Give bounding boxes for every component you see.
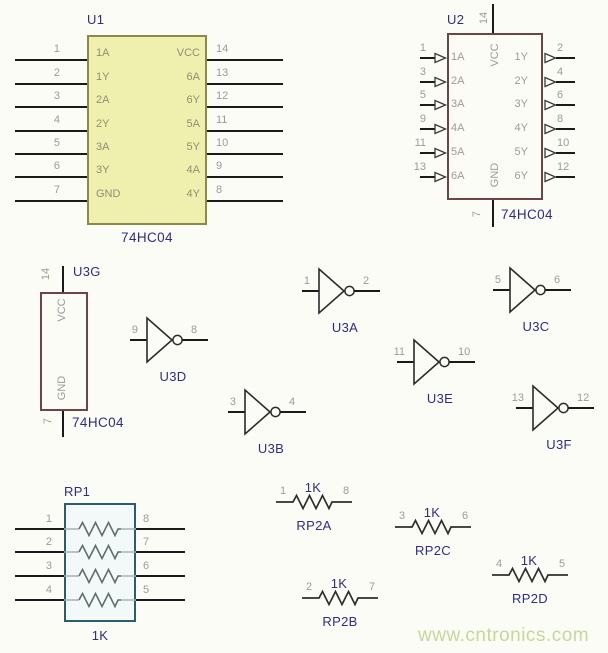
gate-designator: U3E [426, 391, 454, 406]
rp2-right-pin-number: 5 [558, 558, 566, 570]
u2-pin-name: 2A [451, 75, 465, 87]
rp2-value: 1K [330, 576, 348, 591]
rp1-designator: RP1 [64, 484, 91, 499]
arrow-triangle [545, 78, 556, 87]
rp1-pin-number: 5 [143, 584, 150, 596]
u2-pin-name: 5Y [514, 146, 528, 158]
u2-pin-number: 8 [557, 113, 564, 125]
u1-pin-wire [207, 59, 283, 61]
u2-pin-number: 9 [419, 113, 426, 125]
u1-pin-wire [15, 130, 87, 132]
inverter-gate-symbol [302, 265, 386, 317]
u2-pin-name: 1A [451, 51, 465, 63]
rp1-pin-number: 7 [143, 536, 150, 548]
u2-pin-wire [556, 176, 575, 178]
rp1-pin-number: 1 [45, 513, 52, 525]
rp2-left-pin-number: 1 [279, 485, 287, 497]
u3g-vcc-label: VCC [56, 298, 68, 322]
rp1-value: 1K [91, 628, 109, 643]
gate-bubble [271, 407, 280, 416]
u1-pin-wire [207, 106, 283, 108]
gate-triangle [414, 340, 439, 384]
u1-pin-number: 1 [53, 43, 60, 55]
gate-triangle [147, 318, 172, 362]
u1-designator: U1 [87, 12, 105, 27]
gate-triangle [510, 268, 535, 312]
u2-pin-name: 6A [451, 170, 465, 182]
resistor-zigzag [79, 523, 121, 536]
gate-input-pin-number: 9 [131, 324, 138, 336]
gate-designator: U3F [546, 437, 572, 452]
arrow-triangle [435, 125, 446, 134]
u1-pin-wire [15, 106, 87, 108]
u2-pin-name: 5A [451, 146, 465, 158]
u1-pin-number: 4 [53, 114, 60, 126]
u2-pin-name: 4A [451, 122, 465, 134]
arrow-triangle [545, 54, 556, 63]
rp1-resistor-symbol [64, 520, 136, 538]
gate-bubble [173, 335, 182, 344]
u2-designator: U2 [447, 12, 465, 27]
u2-pin-number: 1 [419, 42, 426, 54]
rp1-pin-number: 2 [45, 536, 52, 548]
arrow-triangle [545, 149, 556, 158]
u1-pin-number: 13 [216, 67, 229, 79]
u1-pin-number: 8 [216, 184, 223, 196]
u2-pin-number: 3 [419, 66, 426, 78]
rp2-designator: RP2D [512, 591, 548, 606]
u2-vcc-label: VCC [489, 43, 501, 67]
arrow-triangle [545, 173, 556, 182]
u3g-vcc-pin-number: 14 [40, 267, 52, 281]
gate-output-pin-number: 4 [289, 396, 296, 408]
u1-pin-wire [207, 130, 283, 132]
gate-bubble [345, 286, 354, 295]
rp1-pin-number: 8 [143, 513, 150, 525]
u2-pin-wire [556, 152, 575, 154]
rp2-left-pin-number: 3 [398, 510, 406, 522]
rp1-pin-wire [136, 551, 185, 553]
u2-pin-number: 5 [419, 89, 426, 101]
gate-input-pin-number: 3 [229, 396, 236, 408]
gate-input-pin-number: 1 [303, 275, 310, 287]
u1-pin-wire [207, 176, 283, 178]
inverter-gate-symbol [130, 314, 214, 366]
u3g-designator: U3G [73, 264, 101, 279]
u1-pin-number: 6 [53, 160, 60, 172]
u3g-gnd-pin-wire [62, 411, 64, 437]
u1-pin-number: 11 [216, 114, 228, 126]
u1-pin-name: 4A [186, 164, 200, 176]
u1-pin-number: 10 [216, 137, 229, 149]
u1-pin-wire [15, 176, 87, 178]
arrow-triangle [435, 173, 446, 182]
u2-gnd-pin-number: 7 [471, 210, 483, 218]
u1-pin-wire [207, 83, 283, 85]
rp1-pin-wire [136, 528, 185, 530]
gate-output-pin-number: 10 [458, 346, 471, 358]
u3g-part-number: 74HC04 [72, 415, 124, 430]
u1-pin-name: GND [96, 188, 121, 200]
inverter-gate-symbol [493, 264, 577, 316]
u3g-gnd-label: GND [56, 375, 68, 401]
inverter-arrow-icon [434, 171, 447, 183]
rp2-value: 1K [520, 553, 538, 568]
rp2-designator: RP2B [322, 614, 358, 629]
u2-pin-number: 10 [557, 137, 570, 149]
gate-bubble [536, 285, 545, 294]
rp2-left-pin-number: 4 [495, 558, 503, 570]
u1-pin-wire [15, 83, 87, 85]
resistor-zigzag [79, 594, 121, 607]
gate-triangle [245, 390, 270, 434]
gate-designator: U3A [331, 320, 359, 335]
u1-pin-number: 9 [216, 160, 223, 172]
u1-pin-name: 2A [96, 94, 110, 106]
arrow-triangle [435, 149, 446, 158]
u2-pin-name: 4Y [514, 122, 528, 134]
resistor-zigzag [79, 546, 121, 559]
u1-pin-number: 2 [53, 67, 60, 79]
u2-pin-number: 6 [557, 89, 564, 101]
u1-pin-wire [15, 153, 87, 155]
rp1-pin-wire [136, 599, 185, 601]
gate-input-pin-number: 13 [511, 392, 524, 404]
u1-pin-name: 4Y [186, 188, 200, 200]
gate-input-pin-number: 5 [494, 274, 501, 286]
rp1-pin-wire [15, 599, 64, 601]
gate-designator: U3C [522, 319, 550, 334]
u1-pin-name: 1Y [96, 71, 110, 83]
u1-pin-number: 3 [53, 90, 60, 102]
gate-triangle [533, 386, 558, 430]
arrow-triangle [435, 54, 446, 63]
watermark-text: www.cntronics.com [418, 625, 590, 646]
u2-pin-wire [556, 57, 575, 59]
inverter-arrow-icon [434, 147, 447, 159]
gate-bubble [440, 357, 449, 366]
u2-pin-name: 2Y [514, 75, 528, 87]
arrow-triangle [545, 101, 556, 110]
u1-pin-name: VCC [176, 47, 200, 59]
rp2-designator: RP2A [296, 518, 332, 533]
rp1-pin-wire [15, 528, 64, 530]
u3g-gnd-pin-number: 7 [42, 417, 54, 425]
rp2-right-pin-number: 8 [342, 485, 350, 497]
rp2-right-pin-number: 7 [368, 581, 376, 593]
u1-pin-wire [207, 200, 283, 202]
gate-output-pin-number: 12 [577, 392, 590, 404]
rp2-designator: RP2C [415, 543, 451, 558]
u1-pin-number: 12 [216, 90, 229, 102]
inverter-gate-symbol [516, 382, 600, 434]
u1-pin-number: 7 [53, 184, 60, 196]
arrow-triangle [545, 125, 556, 134]
u1-pin-wire [15, 200, 87, 202]
rp1-resistor-symbol [64, 543, 136, 561]
rp2-value: 1K [423, 505, 441, 520]
rp1-pin-wire [15, 575, 64, 577]
rp1-resistor-symbol [64, 591, 136, 609]
u1-pin-name: 5Y [186, 141, 200, 153]
u2-pin-wire [556, 81, 575, 83]
u1-pin-name: 6Y [186, 94, 200, 106]
rp2-left-pin-number: 2 [305, 581, 313, 593]
gate-output-pin-number: 2 [363, 275, 370, 287]
u1-pin-name: 3Y [96, 164, 110, 176]
u1-pin-wire [15, 59, 87, 61]
inverter-arrow-icon [434, 123, 447, 135]
rp1-pin-wire [136, 575, 185, 577]
inverter-arrow-icon [434, 99, 447, 111]
u2-pin-number: 12 [557, 161, 570, 173]
u2-pin-number: 4 [557, 66, 564, 78]
gate-triangle [319, 269, 344, 313]
u1-pin-name: 2Y [96, 118, 110, 130]
u1-pin-name: 5A [186, 118, 200, 130]
rp2-value: 1K [304, 480, 322, 495]
u1-pin-name: 3A [96, 141, 110, 153]
u2-pin-name: 3Y [514, 98, 528, 110]
u2-pin-wire [556, 104, 575, 106]
u2-pin-number: 13 [413, 161, 426, 173]
u1-pin-name: 6A [186, 71, 200, 83]
gate-output-pin-number: 6 [554, 274, 561, 286]
u1-part-number: 74HC04 [121, 230, 173, 245]
gate-output-pin-number: 8 [191, 324, 198, 336]
inverter-arrow-icon [434, 76, 447, 88]
inverter-arrow-icon [434, 52, 447, 64]
rp1-pin-number: 4 [45, 584, 52, 596]
rp1-resistor-symbol [64, 567, 136, 585]
u2-gnd-pin-wire [492, 200, 494, 227]
gate-input-pin-number: 11 [393, 346, 405, 358]
u1-pin-wire [207, 153, 283, 155]
gate-bubble [559, 403, 568, 412]
rp1-pin-number: 6 [143, 560, 150, 572]
u2-pin-number: 11 [414, 137, 426, 149]
u2-part-number: 74HC04 [501, 207, 553, 222]
resistor-zigzag [79, 570, 121, 583]
u2-pin-number: 2 [557, 42, 564, 54]
rp1-pin-number: 3 [45, 560, 52, 572]
u1-pin-number: 5 [53, 137, 60, 149]
inverter-gate-symbol [397, 336, 481, 388]
u2-pin-wire [556, 128, 575, 130]
inverter-gate-symbol [228, 386, 312, 438]
rp2-right-pin-number: 6 [461, 510, 469, 522]
u1-pin-number: 14 [216, 43, 229, 55]
arrow-triangle [435, 78, 446, 87]
gate-designator: U3D [159, 369, 187, 384]
u2-pin-name: 3A [451, 98, 465, 110]
rp1-pin-wire [15, 551, 64, 553]
arrow-triangle [435, 101, 446, 110]
u1-pin-name: 1A [96, 47, 110, 59]
u2-pin-name: 1Y [514, 51, 528, 63]
u2-gnd-label: GND [489, 162, 501, 188]
gate-designator: U3B [257, 441, 285, 456]
u2-pin-name: 6Y [514, 170, 528, 182]
u2-vcc-pin-number: 14 [478, 11, 490, 25]
